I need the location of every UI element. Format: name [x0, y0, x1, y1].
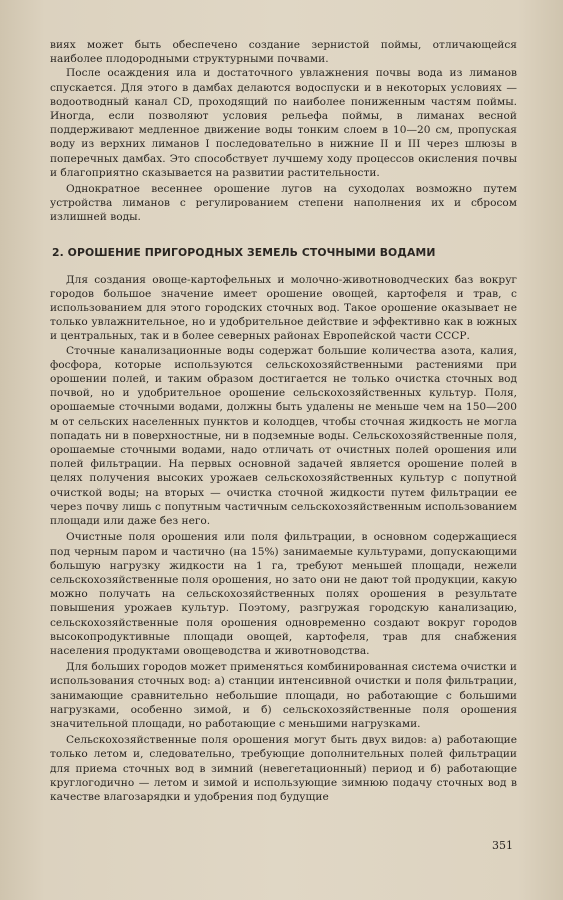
intro-paragraph-2: После осаждения ила и достаточного увлажнения почвы вода из лиманов спускается. Для этого в дамбах делаются водоспуски и в некоторых условиях — водоотводный канал CD, проходящий по наиболее пониженным частям поймы. Иногда, если позволяют условия рельефа поймы, в лиманах весной поддерживают медленное движение воды тонким слоем в 10—20 см, пропуская воду из верхних лиманов I последовательно в нижние II и III через шлюзы в поперечных дамбах. Это способствует лучшему ходу процессов окисления почвы и благоприятно сказывается на развитии растительности. [50, 67, 517, 179]
page-number: 351 [492, 839, 513, 852]
section-heading: 2. ОРОШЕНИЕ ПРИГОРОДНЫХ ЗЕМЕЛЬ СТОЧНЫМИ ВОДАМИ [52, 245, 436, 259]
section-paragraph-5: Сельскохозяйственные поля орошения могут быть двух видов: а) работающие только летом и, следовательно, требующие дополнительных полей фильтрации для приема сточных вод в зимний (невегетационный) период и б) работающие круглогодично — летом и зимой и использующие зимнюю подачу сточных вод в качестве влагозарядки и удобрения под будущие [50, 734, 517, 803]
intro-paragraph-3: Однократное весеннее орошение лугов на суходолах возможно путем устройства лиманов с регулированием степени наполнения их и сбросом излишней воды. [50, 183, 517, 224]
section-paragraph-4: Для больших городов может применяться комбинированная система очистки и использования сточных вод: а) станции интенсивной очистки и поля фильтрации, занимающие сравнительно небольшие площади, но работающие с большими нагрузками, особенно зимой, и б) сельскохозяйственные поля орошения значительной площади, но работающие с меньшими нагрузками. [50, 661, 517, 730]
section-paragraph-3: Очистные поля орошения или поля фильтрации, в основном содержащиеся под черным паром и частично (на 15%) занимаемые культурами, допускающими большую нагрузку жидкости на 1 га, требуют меньшей площади, нежели сельскохозяйственные поля орошения, но зато они не дают той продукции, какую можно получать на сельскохозяйственных полях орошения в результате повышения урожаев культур. Поэтому, разгружая городскую канализацию, сельскохозяйственные поля орошения одновременно создают вокруг городов высокопродуктивные площади овощей, картофеля, трав для снабжения населения продуктами овощеводства и животноводства. [50, 531, 517, 657]
intro-paragraph-1: виях может быть обеспечено создание зернистой поймы, отличающейся наиболее плодородными структурными почвами. [50, 39, 517, 66]
section-paragraph-1: Для создания овоще-картофельных и молочно-животноводческих баз вокруг городов большое значение имеет орошение овощей, картофеля и трав, с использованием для этого городских сточных вод. Такое орошение оказывает не только увлажнительное, но и удобрительное действие и эффективно как в южных и центральных, так и в более северных районах Европейской части СССР. [50, 273, 517, 343]
section-paragraph-2: Сточные канализационные воды содержат большие количества азота, калия, фосфора, которые используются сельскохозяйственными растениями при орошении полей, и таким образом достигается не только очистка сточных вод почвой, но и удобрительное орошение сельскохозяйственных культур. Поля, орошаемые сточными водами, должны быть удалены не меньше чем на 150—200 м от сельских населенных пунктов и колодцев, чтобы сточная жидкость не могла попадать ни в поверхностные, ни в подземные воды. Сельскохозяйственные поля, орошаемые сточными водами, надо отличать от очистных полей орошения или полей фильтрации. На первых основной задачей является орошение полей в целях получения высоких урожаев сельскохозяйственных культур с попутной очисткой воды; на вторых — очистка сточной жидкости путем фильтрации ее через почву лишь с попутным частичным сельскохозяйственным использованием площади или даже без него. [50, 344, 517, 528]
